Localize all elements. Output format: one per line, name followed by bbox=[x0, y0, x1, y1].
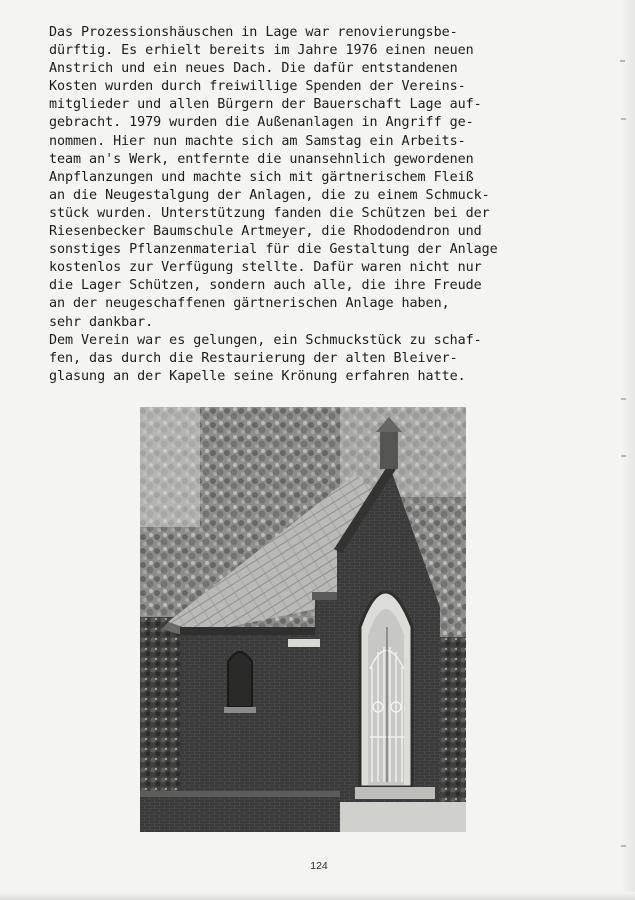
chapel-photo bbox=[140, 407, 466, 832]
text-line: gebracht. 1979 wurden die Außenanlagen in Angriff ge- bbox=[49, 115, 474, 131]
scan-speck bbox=[621, 398, 626, 400]
text-line: an die Neugestalgung der Anlagen, die zu einem Schmuck- bbox=[49, 187, 490, 203]
text-line: Anpflanzungen und machte sich mit gärtnerischem Fleiß bbox=[49, 169, 474, 185]
text-line: Dem Verein war es gelungen, ein Schmuckstück zu schaf- bbox=[49, 332, 482, 348]
page-number: 124 bbox=[310, 860, 328, 872]
page-bottom-shadow bbox=[0, 892, 635, 900]
text-line: kostenlos zur Verfügung stellte. Dafür waren nicht nur bbox=[49, 260, 482, 276]
text-line: fen, das durch die Restaurierung der alten Bleiver- bbox=[49, 350, 458, 366]
text-line: die Lager Schützen, sondern auch alle, die ihre Freude bbox=[49, 278, 482, 294]
page-edge-shadow bbox=[621, 0, 635, 900]
chapel-illustration bbox=[140, 407, 466, 832]
text-line: Anstrich und ein neues Dach. Die dafür entstandenen bbox=[49, 61, 458, 77]
text-line: mitglieder und allen Bürgern der Bauerschaft Lage auf- bbox=[49, 97, 482, 113]
scan-speck bbox=[621, 118, 626, 120]
text-line: Riesenbecker Baumschule Artmeyer, die Rhododendron und bbox=[49, 224, 482, 240]
text-line: dürftig. Es erhielt bereits im Jahre 1976 einen neuen bbox=[49, 43, 474, 59]
text-line: team an's Werk, entfernte die unansehnlich gewordenen bbox=[49, 151, 474, 167]
text-line: sehr dankbar. bbox=[49, 314, 154, 330]
scan-speck bbox=[621, 845, 626, 847]
text-line: glasung an der Kapelle seine Krönung erfahren hatte. bbox=[49, 368, 466, 384]
text-line: nommen. Hier nun machte sich am Samstag ein Arbeits- bbox=[49, 133, 466, 149]
text-line: sonstiges Pflanzenmaterial für die Gestaltung der Anlage bbox=[49, 242, 498, 258]
scan-speck bbox=[621, 455, 626, 457]
article-text bbox=[49, 24, 579, 386]
text-line: stück wurden. Unterstützung fanden die Schützen bei der bbox=[49, 205, 490, 221]
scan-speck bbox=[620, 60, 625, 62]
text-line: Das Prozessionshäuschen in Lage war renovierungsbe- bbox=[49, 25, 458, 40]
text-line: an der neugeschaffenen gärtnerischen Anlage haben, bbox=[49, 296, 450, 312]
text-line: Kosten wurden durch freiwillige Spenden der Vereins- bbox=[49, 79, 466, 95]
